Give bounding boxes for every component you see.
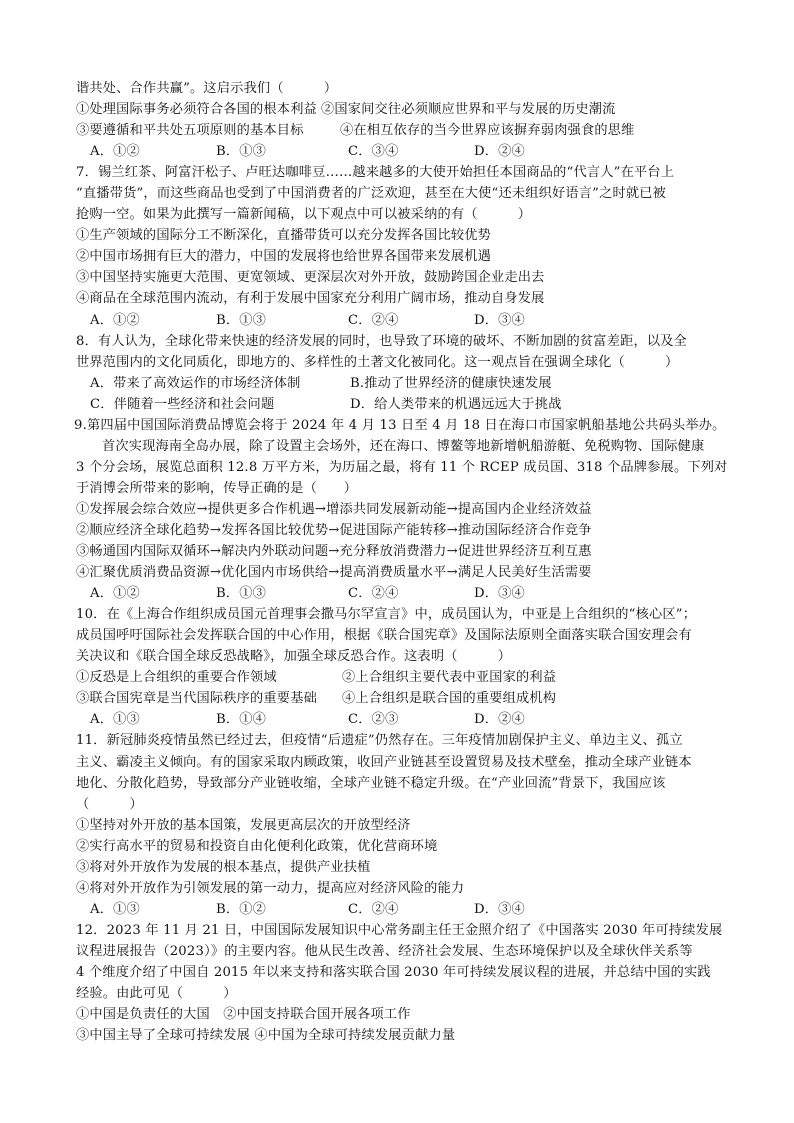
- q7-options: [76, 310, 726, 331]
- q6-option-c[interactable]: C．③④: [348, 144, 399, 160]
- q10-option-d[interactable]: D．②④: [474, 712, 525, 728]
- q12-stem-line-2: 议程进展报告（2023）》的主要内容。他从民生改善、经济社会发展、生态环境保护以及全球伙伴关系等: [76, 943, 693, 959]
- q11-statement-4: ④将对外开放作为引领发展的第一动力，提高应对经济风险的能力: [76, 880, 465, 896]
- q8-options-cd: [76, 394, 726, 415]
- q7-statement-3: ③中国坚持实施更大范围、更宽领域、更深层次对外开放，鼓励跨国企业走出去: [76, 270, 545, 286]
- q10-statements-3-4: [76, 688, 726, 709]
- q10-statement-2: ②上合组织主要代表中亚国家的利益: [342, 670, 557, 686]
- q10-stem-line-2: 成员国呼吁国际社会发挥联合国的中心作用，根据《联合国宪章》及国际法原则全面落实联合国安理会有: [76, 628, 692, 644]
- q12-statements-1-2: ①中国是负责任的大国 ②中国支持联合国开展各项工作: [76, 1007, 411, 1023]
- q9-option-c[interactable]: C．②④: [348, 586, 399, 602]
- q9-stem-line-2: 首次实现海南全岛办展，除了设置主会场外，还在海口、博鳌等地新增帆船游艇、免税购物、国际健康: [102, 438, 705, 454]
- q6-options: [76, 141, 726, 162]
- q11-statement-3: ③将对外开放作为发展的根本基点，提供产业扶植: [76, 859, 371, 875]
- q7-option-b[interactable]: B．①③: [216, 312, 267, 328]
- q10-option-c[interactable]: C．②③: [348, 712, 399, 728]
- q7-option-a[interactable]: A．①②: [90, 312, 140, 328]
- q10-stem-line-1: 10．在《上海合作组织成员国元首理事会撒马尔罕宣言》中，成员国认为，中亚是上合组织的“核心区”；: [76, 607, 697, 623]
- q9-stem-line-4: 于消博会所带来的影响，传导正确的是（ ）: [76, 480, 358, 496]
- q12-stem-line-1: 12．2023 年 11 月 21 日，中国国际发展知识中心常务副主任王金照介绍了《中国落实 2030 年可持续发展: [76, 922, 723, 938]
- q6-option-b[interactable]: B．①③: [216, 144, 267, 160]
- q10-statement-4: ④上合组织是联合国的重要组成机构: [342, 691, 557, 707]
- q9-stem-line-3: 3 个分会场，展览总面积 12.8 万平方米，为历届之最，将有 11 个 RCEP 成员国、318 个品牌参展。下列对: [76, 459, 728, 475]
- q6-statement-2: ②国家间交往必须顺应世界和平与发展的历史潮流: [320, 102, 616, 118]
- q7-stem-line-1: 7．锡兰红茶、阿富汗松子、卢旺达咖啡豆……越来越多的大使开始担任本国商品的“代言人”在平台上: [76, 165, 675, 181]
- q8-options-ab: [76, 373, 726, 394]
- q7-stem-line-3: 抢购一空。如果为此撰写一篇新闻稿，以下观点中可以被采纳的有（ ）: [76, 207, 532, 223]
- q11-statement-1: ①坚持对外开放的基本国策，发展更高层次的开放型经济: [76, 817, 411, 833]
- q12-stem-line-3: 4 个维度介绍了中国自 2015 年以来支持和落实联合国 2030 年可持续发展议程的进展，并总结中国的实践: [76, 964, 711, 980]
- q11-option-a[interactable]: A．①③: [90, 901, 140, 917]
- q9-option-b[interactable]: B．①③: [216, 586, 267, 602]
- q11-options: [76, 899, 726, 920]
- q11-stem-line-3: 地化、分散化趋势，导致部分产业链收缩，全球产业链不稳定升级。在“产业回流”背景下，我国应该: [76, 775, 666, 791]
- q7-statement-2: ②中国市场拥有巨大的潜力，中国的发展将也给世界各国带来发展机遇: [76, 249, 492, 265]
- q11-option-d[interactable]: D．③④: [474, 901, 525, 917]
- q10-options: [76, 709, 726, 730]
- q11-option-b[interactable]: B．①②: [216, 901, 267, 917]
- q6-stem: 谐共处、合作共赢”。这启示我们（ ）: [76, 81, 338, 96]
- q8-option-b[interactable]: B.推动了世界经济的健康快速发展: [350, 375, 552, 391]
- q8-stem-line-1: 8．有人认为，全球化带来快速的经济发展的同时，也导致了环境的破坏、不断加剧的贫富差距，以及全: [76, 333, 688, 349]
- q7-statement-1: ①生产领域的国际分工不断深化，直播带货可以充分发挥各国比较优势: [76, 228, 492, 244]
- q9-stem-line-1: 9.第四届中国国际消费品博览会将于 2024 年 4 月 13 日至 4 月 18 日在海口市国家帆船基地公共码头举办。: [74, 417, 726, 433]
- q10-stem-line-3: 关决议和《联合国全球反恐战略》，加强全球反恐合作。这表明（ ）: [76, 649, 512, 665]
- q7-statement-4: ④商品在全球范围内流动，有利于发展中国家充分利用广阔市场，推动自身发展: [76, 291, 545, 307]
- q7-stem-line-2: “直播带货”，而这些商品也受到了中国消费者的广泛欢迎，甚至在大使“还未组织好语言”之时就已被: [76, 186, 667, 202]
- q9-statement-4: ④汇聚优质消费品资源→优化国内市场供给→提高消费质量水平→满足人民美好生活需要: [76, 565, 592, 581]
- q11-stem-line-1: 11．新冠肺炎疫情虽然已经过去，但疫情“后遗症”仍然存在。三年疫情加剧保护主义、单边主义、孤立: [76, 733, 683, 749]
- q8-option-d[interactable]: D．给人类带来的机遇远远大于挑战: [350, 396, 562, 412]
- q6-statement-1: ①处理国际事务必须符合各国的根本利益: [76, 102, 317, 118]
- q6-option-a[interactable]: A．①②: [90, 144, 140, 160]
- q10-statement-3: ③联合国宪章是当代国际秩序的重要基础: [76, 691, 317, 707]
- q10-statements-1-2: [76, 667, 726, 688]
- q6-statements-1-2: [76, 99, 726, 120]
- q11-statement-2: ②实行高水平的贸易和投资自由化便利化政策，优化营商环境: [76, 838, 438, 854]
- q7-option-c[interactable]: C．②④: [348, 312, 399, 328]
- q6-statements-3-4: [76, 120, 726, 141]
- q11-stem-line-2: 主义、霸凌主义倾向。有的国家采取内顾政策，收回产业链甚至设置贸易及技术壁垒，推动全球产业链本: [76, 754, 692, 770]
- q9-options: [76, 583, 726, 604]
- q12-stem-line-4: 经验。由此可见（ ）: [76, 986, 237, 1002]
- q11-option-c[interactable]: C．②④: [348, 901, 399, 917]
- q8-stem-line-2: 世界范围内的文化同质化，即地方的、多样性的土著文化被同化。这一观点旨在强调全球化（ ）: [76, 354, 679, 370]
- q9-statement-1: ①发挥展会综合效应→提供更多合作机遇→增添共同发展新动能→提高国内企业经济效益: [76, 501, 592, 517]
- q8-option-a[interactable]: A．带来了高效运作的市场经济体制: [90, 375, 301, 391]
- q9-statement-3: ③畅通国内国际双循环→解决内外联动问题→充分释放消费潜力→促进世界经济互利互惠: [76, 544, 592, 560]
- q12-statements-3-4: ③中国主导了全球可持续发展 ④中国为全球可持续发展贡献力量: [76, 1028, 456, 1044]
- q6-statement-3: ③要遵循和平共处五项原则的基本目标: [76, 123, 304, 139]
- q10-option-b[interactable]: B．①④: [216, 712, 267, 728]
- q9-option-a[interactable]: A．①②: [90, 586, 140, 602]
- q7-option-d[interactable]: D．③④: [474, 312, 525, 328]
- q9-statement-2: ②顺应经济全球化趋势→发挥各国比较优势→促进国际产能转移→推动国际经济合作竞争: [76, 522, 592, 538]
- q11-stem-line-4: （ ）: [76, 796, 143, 812]
- q9-option-d[interactable]: D．③④: [474, 586, 525, 602]
- q6-statement-4: ④在相互依存的当今世界应该摒弃弱肉强食的思维: [340, 123, 635, 139]
- q10-statement-1: ①反恐是上合组织的重要合作领域: [76, 670, 277, 686]
- q6-option-d[interactable]: D．②④: [474, 144, 525, 160]
- exam-page: [76, 78, 726, 1046]
- q8-option-c[interactable]: C．伴随着一些经济和社会问题: [90, 396, 275, 412]
- q10-option-a[interactable]: A．①③: [90, 712, 140, 728]
